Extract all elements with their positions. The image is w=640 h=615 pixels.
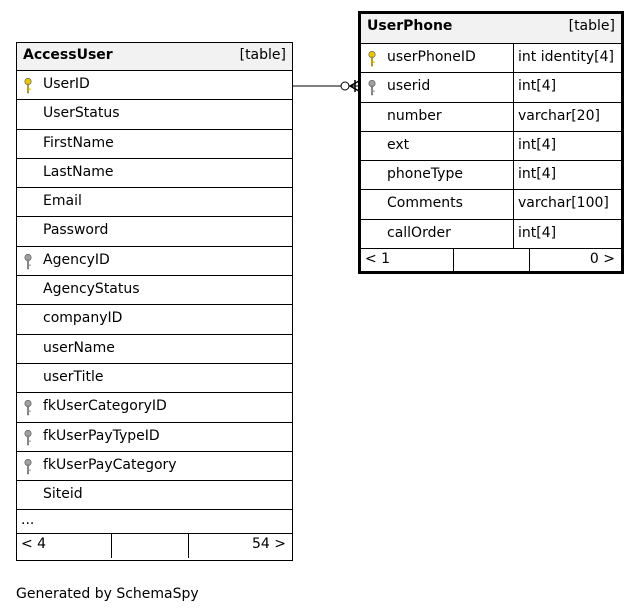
column-row[interactable] <box>17 452 292 481</box>
column-row[interactable] <box>361 44 621 73</box>
table-header[interactable] <box>361 14 621 44</box>
foreign-key-icon <box>23 429 35 447</box>
access-user-table[interactable] <box>16 42 293 561</box>
column-name: fkUserPayCategory <box>43 456 177 473</box>
column-divider <box>513 161 514 189</box>
column-row[interactable] <box>17 276 292 305</box>
column-name: companyID <box>43 310 123 327</box>
column-type: int identity[4] <box>518 49 614 65</box>
column-row[interactable] <box>17 100 292 129</box>
column-type: varchar[20] <box>518 107 600 124</box>
column-name: UserStatus <box>43 105 120 122</box>
column-name: fkUserPayTypeID <box>43 427 160 444</box>
column-type: varchar[100] <box>518 195 609 212</box>
parent-count[interactable]: < 4 <box>21 536 47 553</box>
table-footer <box>17 534 292 558</box>
column-row[interactable] <box>17 423 292 452</box>
table-name[interactable]: UserPhone <box>367 18 453 34</box>
column-type: int[4] <box>518 136 557 153</box>
foreign-key-icon <box>367 79 379 97</box>
table-kind: [table] <box>568 18 615 34</box>
column-name: FirstName <box>43 134 114 151</box>
column-type: int[4] <box>518 166 557 183</box>
column-row[interactable] <box>361 161 621 190</box>
column-row[interactable] <box>17 335 292 364</box>
column-row[interactable] <box>361 73 621 102</box>
table-header[interactable] <box>17 43 292 71</box>
column-row[interactable] <box>17 247 292 276</box>
table-kind: [table] <box>239 47 286 63</box>
column-row[interactable] <box>17 393 292 422</box>
column-divider <box>513 73 514 101</box>
zero-optional-marker <box>341 82 349 90</box>
column-row[interactable] <box>17 159 292 188</box>
more-columns-row <box>17 510 292 534</box>
column-row[interactable] <box>361 132 621 161</box>
foreign-key-icon <box>23 458 35 476</box>
user-phone-table[interactable] <box>358 11 624 274</box>
column-row[interactable] <box>361 220 621 249</box>
column-name: userName <box>43 339 115 356</box>
column-name: userTitle <box>43 368 104 385</box>
column-row[interactable] <box>361 190 621 219</box>
column-name: userPhoneID <box>387 49 476 65</box>
column-name: Comments <box>387 195 463 212</box>
column-divider <box>513 44 514 72</box>
column-name: fkUserCategoryID <box>43 398 167 415</box>
column-name: callOrder <box>387 224 451 241</box>
foreign-key-icon <box>23 253 35 271</box>
column-row[interactable] <box>17 188 292 217</box>
more-columns-indicator: ... <box>21 512 35 529</box>
column-row[interactable] <box>17 217 292 246</box>
table-footer <box>361 249 621 273</box>
primary-key-icon <box>367 50 379 68</box>
column-row[interactable] <box>17 130 292 159</box>
footer-divider <box>529 249 530 273</box>
column-row[interactable] <box>17 71 292 100</box>
column-name: Password <box>43 222 109 239</box>
generated-by-caption: Generated by SchemaSpy <box>16 586 199 602</box>
foreign-key-icon <box>23 399 35 417</box>
column-type: int[4] <box>518 224 557 241</box>
column-divider <box>513 103 514 131</box>
column-name: ext <box>387 136 410 153</box>
column-name: LastName <box>43 163 114 180</box>
footer-divider <box>111 534 112 558</box>
parent-count[interactable]: < 1 <box>365 251 391 268</box>
column-row[interactable] <box>17 305 292 334</box>
child-count[interactable]: 0 > <box>589 251 615 268</box>
column-name: number <box>387 107 442 124</box>
column-type: int[4] <box>518 78 557 95</box>
column-row[interactable] <box>17 364 292 393</box>
column-name: AgencyID <box>43 251 110 268</box>
column-row[interactable] <box>361 103 621 132</box>
footer-divider <box>453 249 454 273</box>
column-name: AgencyStatus <box>43 281 140 298</box>
footer-divider <box>188 534 189 558</box>
table-name[interactable]: AccessUser <box>23 47 113 63</box>
column-name: Siteid <box>43 486 83 503</box>
column-name: Email <box>43 193 82 210</box>
column-divider <box>513 132 514 160</box>
child-count[interactable]: 54 > <box>252 536 286 553</box>
column-divider <box>513 190 514 218</box>
column-name: UserID <box>43 76 90 92</box>
column-name: phoneType <box>387 166 463 183</box>
column-divider <box>513 220 514 248</box>
primary-key-icon <box>23 77 35 95</box>
column-name: userid <box>387 78 431 95</box>
column-row[interactable] <box>17 481 292 510</box>
